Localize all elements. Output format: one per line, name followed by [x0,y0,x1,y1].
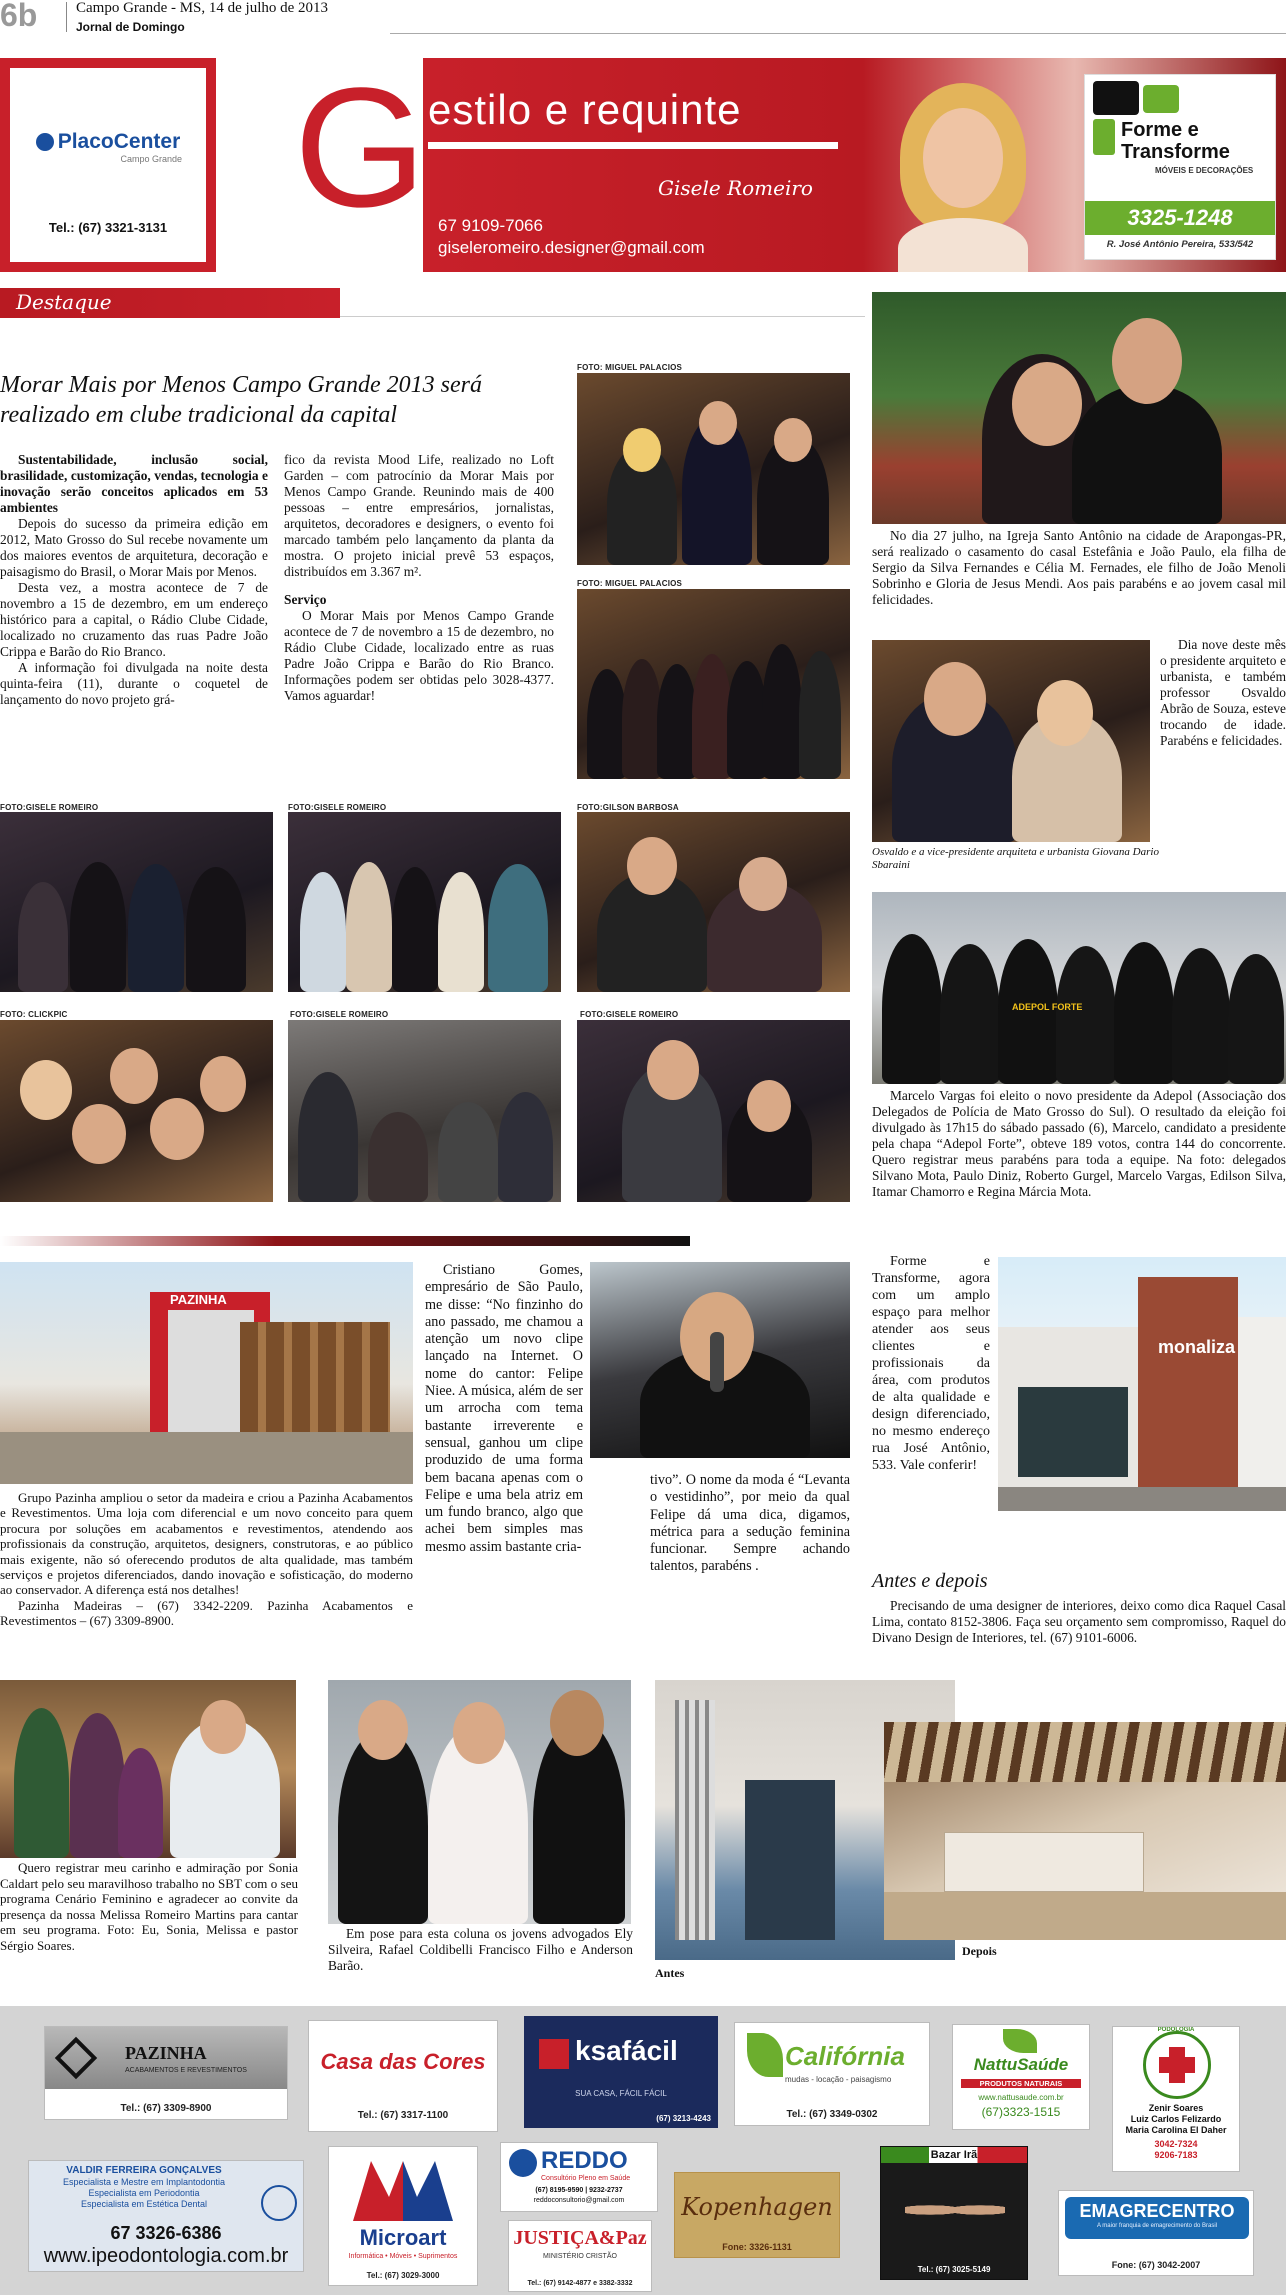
lamp-icon [1093,119,1115,155]
ad-pazinha: PAZINHA ACABAMENTOS E REVESTIMENTOS Tel.: (67) 3309-8900 [44,2026,288,2120]
event-photo [577,373,850,565]
forme-phone: 3325-1248 [1085,201,1275,235]
event-photo [577,1020,850,1202]
ads-strip [0,2006,1286,2295]
destaque-label: Destaque [0,288,340,318]
leaf-icon [747,2033,783,2077]
cristiano-text-right: tivo”. O nome da moda é “Levanta o vestidinho”, por meio da qual Felipe dá uma dica, digamos, métrica para a sedução feminina funcionar. Sempre achando talentos, parabéns . [650,1472,850,1575]
ad-california: Califórnia mudas - locação - paisagismo Tel.: (67) 3349-0302 [734,2022,930,2126]
column-email: giseleromeiro.designer@gmail.com [438,238,705,257]
lawyers-text: Em pose para esta coluna os jovens advogados Ely Silveira, Rafael Coldibelli Francisco Filho e Anderson Barão. [328,1926,633,1973]
placocenter-ad [0,58,216,272]
section-name: Jornal de Domingo [76,20,185,34]
destaque-headline: Morar Mais por Menos Campo Grande 2013 será realizado em clube tradicional da capital [0,372,482,428]
page-number: 6b [0,0,38,33]
forme-ad: Forme e Transforme MÓVEIS E DECORAÇÕES 3325-1248 R. José Antônio Pereira, 533/542 [1084,74,1276,260]
placocenter-icon [36,133,54,151]
placocenter-tel: Tel.: (67) 3321-3131 [48,220,168,235]
shirt-text: ADEPOL FORTE [1012,1002,1083,1012]
adepol-text: Marcelo Vargas foi eleito o novo presidente da Adepol (Associação dos Delegados de Polícia de Mato Grosso do Sul). O resultado da eleição foi divulgado às 17h15 do sábado passado (6), Marcelo, candidato a presidente pela chapa “Adepol Forte”, obteve 189 votos, contra 144 do concorrente. Quero registrar meus parabéns para toda a equipe. Na foto: delegados Silvano Mota, Paulo Diniz, Roberto Gurgel, Marcelo Vargas, Edilson Silva, Itamar Chamorro e Regina Márcia Mota. [872,1088,1286,1199]
ad-casa-das-cores: Casa das Cores Tel.: (67) 3317-1100 [308,2020,498,2132]
page-header [0,0,1286,36]
event-photo [0,812,273,992]
ad-justica-paz: JUSTIÇA&Paz MINISTÉRIO CRISTÃO Tel.: (67) 9142-4877 e 3382-3332 [508,2220,652,2292]
microart-logo-icon [353,2161,453,2221]
event-photo [577,589,850,779]
destaque-lead: Sustentabilidade, inclusão social, brasilidade, customização, vendas, tecnologia e inovação serão conceitos aplicados em 53 ambientes [0,452,268,515]
author-signature: Gisele Romeiro [658,176,813,200]
forme-store-photo [998,1257,1286,1511]
ad-ipeodontologia: VALDIR FERREIRA GONÇALVES Especialista e Mestre em Implantodontia Especialista em Periodontia Especialista em Estética Dental 67 3326-6386 www.ipeodontologia.com.br [28,2160,304,2272]
servico-title: Serviço [284,592,327,607]
ad-emagrecentro: EMAGRECENTRO A maior franquia de emagrecimento do Brasil Fone: (67) 3042-2007 [1058,2190,1254,2276]
sbt-text: Quero registrar meu carinho e admiração por Sonia Caldart pelo seu maravilhoso trabalho no SBT com o seu programa Cenário Feminino e agradecer ao convite da presença da nossa Melissa Romeiro Martins para cantar em seu programa. Foto: Eu, Sonia, Melissa e pastor Sérgio Soares. [0,1860,298,1953]
author-portrait [888,68,1038,272]
leaf-icon [1003,2029,1037,2053]
antes-depois-text: Precisando de uma designer de interiores, deixo como dica Raquel Casal Lima, contato 8152-3806. Faça seu orçamento sem compromisso, Raquel do Divano Design de Interiores, tel. (67) 9101-6006. [872,1598,1286,1645]
osvaldo-photo [872,640,1150,842]
ad-podologia: PODOLOGIA Zenir Soares Luiz Carlos Felizardo Maria Carolina El Daher 3042-7324 9206-7183 [1112,2026,1240,2172]
ad-bazar-ira: Bazar Irã Tel.: (67) 3025-5149 [880,2146,1028,2280]
ad-kopenhagen: Kopenhagen Fone: 3326-1131 [674,2172,840,2258]
dateline: Campo Grande - MS, 14 de julho de 2013 [76,0,329,16]
ad-microart: Microart Informática • Móveis • Suprimentos Tel.: (67) 3029-3000 [328,2146,478,2286]
house-icon [539,2039,569,2069]
before-label: Antes [655,1966,685,1980]
wedding-couple-photo [872,292,1286,524]
eyes-icon [905,2199,1005,2221]
placocenter-logo: PlacoCenter Campo Grande [20,130,196,164]
cristiano-text-left: Cristiano Gomes, empresário de São Paulo, me disse: “No finzinho do ano passado, me chamou a atenção um novo clipe lançado na Internet. O nome do cantor: Felipe Niee. A música, além de ser um arrocha com tema bastante irreverente e sensual, ganhou um clipe produzido de uma forma bem bacana apenas com o Felipe e uma bela atriz em um fundo branco, algo que achei bem simples mas mesmo assim bastante cria- [425,1262,583,1555]
ad-nattu-saude: NattuSaúde PRODUTOS NATURAIS www.nattusaude.com.br (67)3323-1515 [952,2024,1090,2130]
osvaldo-caption: Osvaldo e a vice-presidente arquiteta e urbanista Giovana Dario Sbaraini [872,846,1159,871]
event-photo [288,812,561,992]
store-sign: monaliza [1158,1337,1236,1357]
microphone-icon [710,1332,724,1392]
destaque-col2: fico da revista Mood Life, realizado no Loft Garden – com patrocínio da Morar Mais por Menos Campo Grande. Reunindo mais de 400 pessoas – entre empresários, jornalistas, arquitetos, decoradores e designers, o evento foi marcado também pelo lançamento da planta da mostra. O projeto inicial prevê 53 espaços, distribuídos em 3.367 m². Serviço O Morar Mais por Menos Campo Grande acontece de 7 de novembro a 15 de dezembro, no Rádio Clube Cidade, localizado entre as ruas Padre João Crippa e Barão do Rio Branco. Informações podem ser obtidas pelo 3028-4377. Vamos aguardar! [284,452,554,703]
antes-depois-title: Antes e depois [872,1570,988,1592]
event-photo [577,812,850,992]
ad-ksafacil: ksafácil SUA CASA, FÁCIL FÁCIL (67) 3213-4243 [524,2016,718,2128]
after-photo [884,1722,1286,1940]
adepol-team-photo [872,892,1286,1084]
pazinha-text: Grupo Pazinha ampliou o setor da madeira e criou a Pazinha Acabamentos e Revestimentos. Uma loja com diferencial e um novo conceito para quem procura por soluções em acabamentos e revestimentos, atendendo aos profissionais da construção, arquitetos, designers, construtoras, e ao público mais exigente, não só oferecendo produtos de alta qualidade, mas também serviços e projetos diferenciados, dando inovação e sofisticação, do moderno ao conservador. A diferença está nos detalhes! Pazinha Madeiras – (67) 3342-2209. Pazinha Acabamentos e Revestimentos – (67) 3309-8900. [0,1490,413,1629]
tree-icon [261,2185,297,2221]
destaque-col1: Sustentabilidade, inclusão social, brasilidade, customização, vendas, tecnologia e inovação serão conceitos aplicados em 53 ambientes Depois do sucesso da primeira edição em 2012, Mato Grosso do Sul recebe novamente um dos maiores eventos de arquitetura, decoração e paisagismo do Brasil, o Morar Mais por Menos. Desta vez, a mostra acontece de 7 de novembro a 15 de dezembro, em um endereço histórico para a capital, o Rádio Clube Cidade, localizado no cruzamento das ruas Padre João Crippa e Barão do Rio Branco. A informação foi divulgada na noite desta quinta-feira (11), durante o coquetel de lançamento do novo projeto grá- [0,452,268,707]
table-icon [1143,85,1179,113]
pazinha-store-photo [0,1262,413,1484]
chair-icon [1093,81,1139,115]
ad-reddo: REDDO Consultório Pleno em Saúde (67) 8195-9590 | 9232-2737 reddoconsultorio@gmail.com [500,2142,658,2212]
osvaldo-text: Dia nove deste mês o presidente arquiteto e urbanista, e também professor Osvaldo Abrão de Souza, esteve trocando de idade. Parabéns e felicidades. [1160,637,1286,748]
reddo-logo-icon [509,2149,537,2177]
lawyers-photo [328,1680,631,1924]
event-photo [288,1020,561,1202]
store-sign: PAZINHA [170,1292,227,1307]
event-photo [0,1020,273,1202]
after-label: Depois [962,1944,997,1958]
column-title: estilo e requinte [428,86,742,133]
sbt-photo [0,1680,296,1858]
singer-photo [590,1262,850,1458]
column-phone: 67 9109-7066 [438,216,543,235]
wedding-text: No dia 27 julho, na Igreja Santo Antônio na cidade de Arapongas-PR, será realizado o casamento do casal Estefânia e João Paulo, ela filha de Sergio da Silva Fernandes e Célia M. Fernades, ele filho de João Menoli Sobrinho e Gloria de Jesus Mendi. Aos pais parabéns e ao jovem casal mil felicidades. [872,528,1286,607]
forme-text: Forme e Transforme, agora com um amplo espaço para melhor atender aos seus clientes e profissionais da área, com produtos de alta qualidade e design diferenciado, no mesmo endereço rua José Antônio, 533. Vale conferir! [872,1254,990,1473]
column-banner [228,53,1286,272]
column-logo-letter: G [294,53,427,243]
